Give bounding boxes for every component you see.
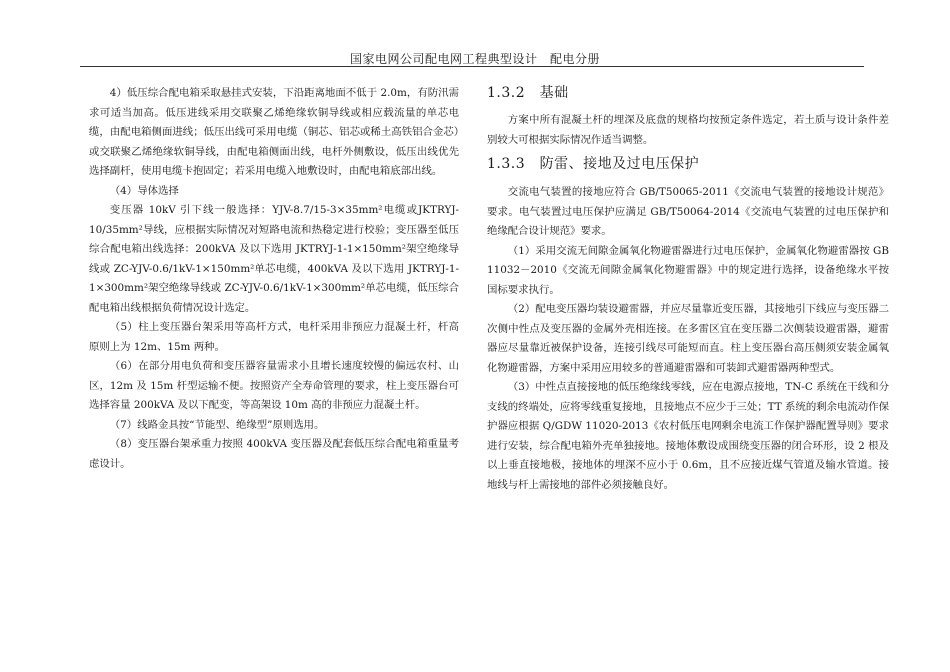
paragraph-low-voltage-box: 4）低压综合配电箱采取悬挂式安装，下沿距离地面不低于 2.0m，有防汛需求可适当加高。低压进线采用交联聚乙烯绝缘软铜导线或相应载流量的单芯电缆，由配电箱侧面进线；低压出线可采用电缆（铜芯、铝芯或稀土高铁铝合金芯）或交联聚乙烯绝缘软铜导线，由配电箱侧面出线，电杆外侧敷设，低压出线优先选择副杆，使用电缆卡抱固定；若采用电缆入地敷设时，由配电箱底部出线。 bbox=[89, 87, 459, 177]
paragraph-transformer-arresters: （2）配电变压器均装设避雷器，并应尽量靠近变压器，其接地引下线应与变压器二次侧中性点及变压器的金属外壳相连接。在多雷区宜在变压器二次侧装设避雷器，避雷器应尽量靠近被保护设备，连接引线尽可能短而直。柱上变压器台高压侧须安装金属氧化物避雷器，方案中采用应用较多的普通避雷器和可装卸式避雷器两种型式。 bbox=[487, 303, 889, 374]
paragraph-remote-areas: （6）在部分用电负荷和变压器容量需求小且增长速度较慢的偏远农村、山区，12m 及 15m 杆型运输不便。按照资产全寿命管理的要求，柱上变压器台可选择容量 200kVA 及以下配变，等高架设 10m 高的非预应力混凝土杆。 bbox=[89, 360, 459, 411]
paragraph-line-fittings: （7）线路金具按“节能型、绝缘型”原则选用。 bbox=[109, 418, 325, 431]
page-header: 国家电网公司配电网工程典型设计 配电分册 bbox=[349, 52, 600, 66]
paragraph-pole-type: （5）柱上变压器台架采用等高杆方式，电杆采用非预应力混凝土杆，杆高原则上为 12m、15m 两种。 bbox=[89, 321, 459, 353]
section-heading-foundation: 1.3.2 基础 bbox=[487, 85, 569, 101]
right-column bbox=[487, 84, 889, 495]
paragraph-conductor-selection: 变压器 10kV 引下线一般选择：YJV-8.7/15-3×35mm²电缆或JKTRYJ-10/35mm²导线，应根据实际情况对短路电流和热稳定进行校验；变压器至低压综合配电箱出线选择：200kVA 及以下选用 JKTRYJ-1-1×150mm²架空绝缘导线或 ZC-YJV-0.6/1kV-1×150mm²单芯电缆，400kVA 及以下选用 JKTRYJ-1-1×300mm²架空绝缘导线或 ZC-YJV-0.6/1kV-1×300mm²单芯电缆，低压综合配电箱出线根据负荷情况设计选定。 bbox=[89, 204, 459, 314]
paragraph-platform-load: （8）变压器台架承重力按照 400kVA 变压器及配套低压综合配电箱重量考虑设计。 bbox=[89, 438, 459, 470]
section-heading-lightning-protection: 1.3.3 防雷、接地及过电压保护 bbox=[487, 156, 700, 172]
header-rule bbox=[80, 66, 864, 67]
paragraph-neutral-grounding: （3）中性点直接接地的低压绝缘线零线，应在电源点接地，TN-C 系统在干线和分支线的终端处，应将零线重复接地，且接地点不应少于三处；TT 系统的剩余电流动作保护器应根据 Q/GDW 11020-2013《农村低压电网剩余电流工作保护器配置导则》要求进行安装，综合配电箱外壳单独接地。接地体敷设成围绕变压器的闭合环形，设 2 根及以上垂直接地极，接地体的埋深不应小于 0.6m，且不应接近煤气管道及输水管道。接地线与杆上需接地的部件必须接触良好。 bbox=[487, 381, 889, 491]
paragraph-grounding-standards: 交流电气装置的接地应符合 GB/T50065-2011《交流电气装置的接地设计规范》要求。电气装置过电压保护应满足 GB/T50064-2014《交流电气装置的过电压保护和绝缘配合设计规范》要求。 bbox=[487, 186, 889, 237]
paragraph-arrester-selection: （1）采用交流无间隙金属氧化物避雷器进行过电压保护，金属氧化物避雷器按 GB 11032－2010《交流无间隙金属氧化物避雷器》中的规定进行选择，设备绝缘水平按国标要求执行。 bbox=[487, 244, 889, 296]
paragraph-foundation: 方案中所有混凝土杆的埋深及底盘的规格均按预定条件选定，若土质与设计条件差别较大可根据实际情况作适当调整。 bbox=[487, 114, 889, 146]
left-column bbox=[89, 84, 459, 474]
paragraph-conductor-heading: （4）导体选择 bbox=[109, 184, 179, 197]
